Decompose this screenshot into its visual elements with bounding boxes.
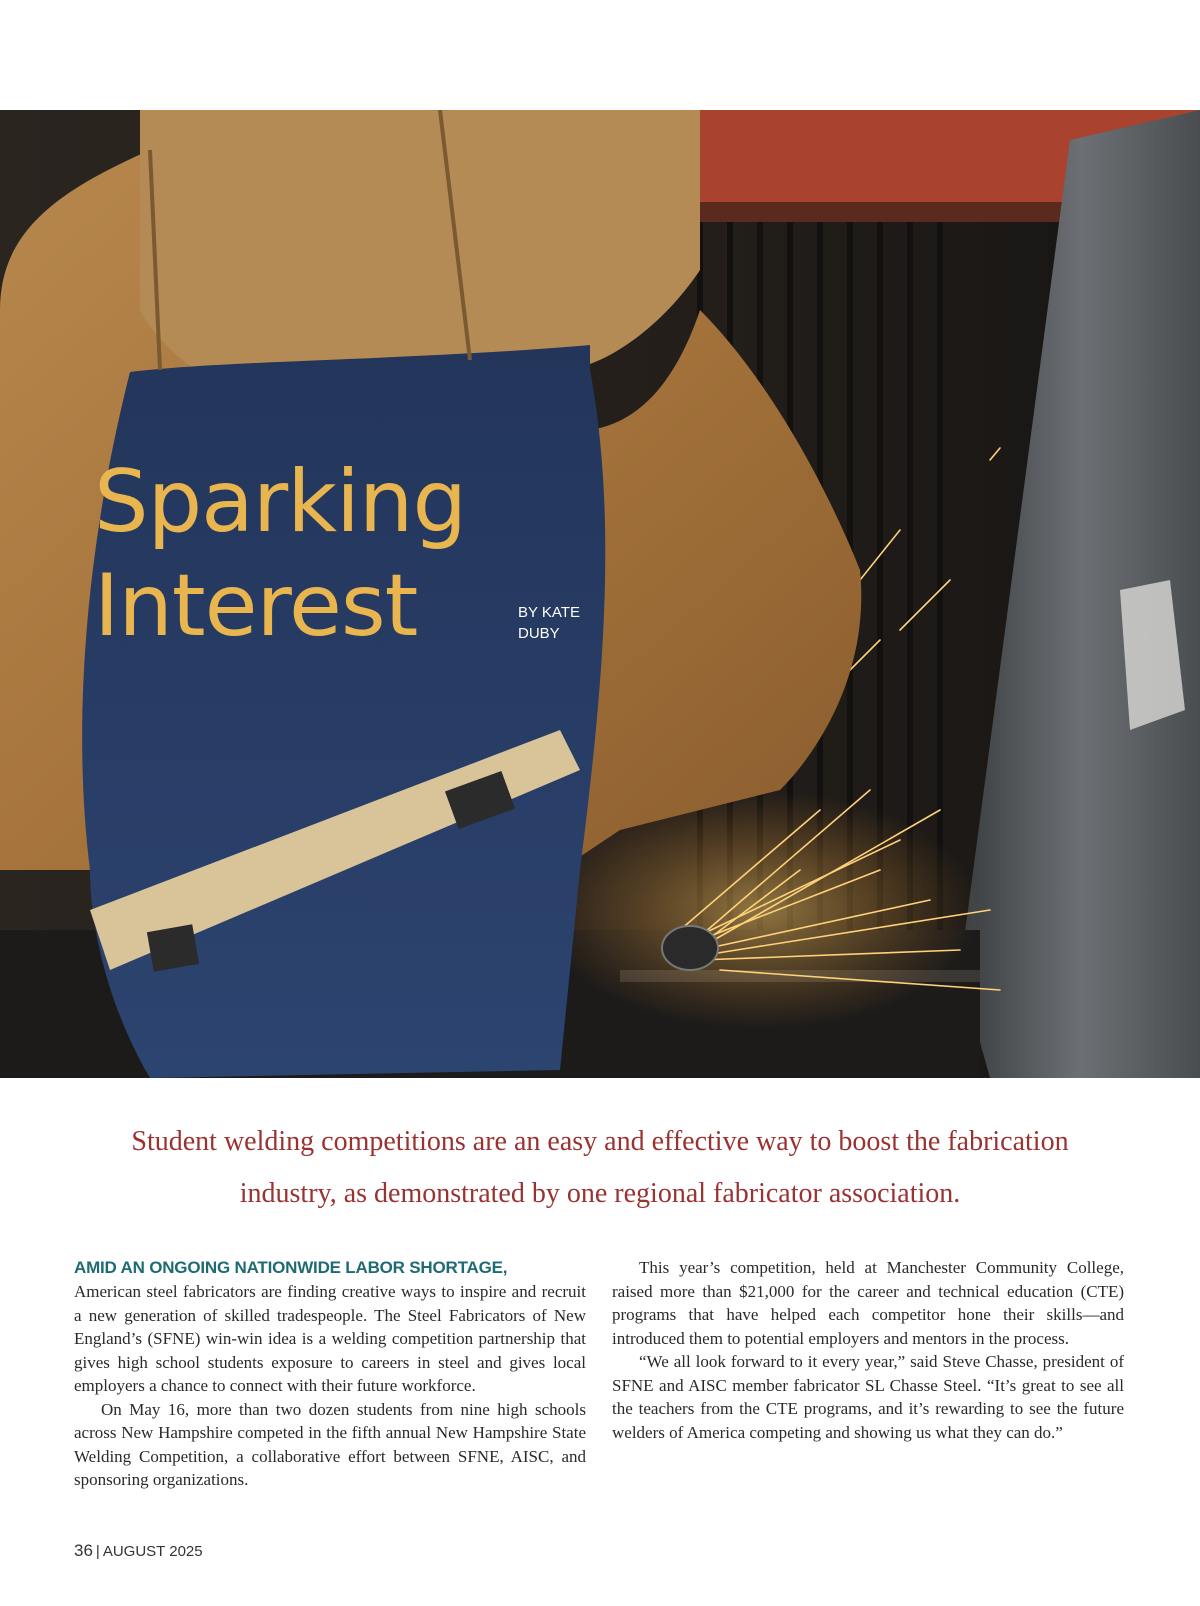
- headline-line-1: Sparking: [94, 452, 467, 552]
- byline-line-2: DUBY: [518, 625, 560, 642]
- page-footer: [74, 1541, 203, 1561]
- footer-separator: |: [95, 1543, 100, 1560]
- body-paragraph-4: “We all look forward to it every year,” said Steve Chasse, president of SFNE and AISC member fabricator SL Chasse Steel. “It’s great to see all the teachers from the CTE programs, and it’s rewarding to see the future welders of America competing and showing us what they can do.”: [612, 1352, 1124, 1442]
- hero-photo: [0, 110, 1200, 1078]
- article-headline: [94, 450, 466, 658]
- byline-line-1: BY KATE: [518, 604, 580, 621]
- page-number: 36: [74, 1541, 93, 1560]
- body-paragraph-1: American steel fabricators are finding creative ways to inspire and recruit a new generation of skilled tradespeople. The Steel Fabricators of New England’s (SFNE) win-win idea is a welding competition partnership that gives high school students exposure to careers in steel and gives local employers a chance to connect with their future workforce.: [74, 1282, 586, 1395]
- article-deck: Student welding competitions are an easy and effective way to boost the fabrication industry, as demonstrated by one regional fabricator association.: [131, 1126, 1069, 1209]
- body-paragraph-2: On May 16, more than two dozen students from nine high schools across New Hampshire competed in the fifth annual New Hampshire State Welding Competition, a collaborative effort between SFNE, AISC, and sponsoring organizations.: [74, 1399, 586, 1489]
- body-column-right: [612, 1256, 1124, 1444]
- article-kicker: AMID AN ONGOING NATIONWIDE LABOR SHORTAGE,: [74, 1258, 508, 1277]
- byline: [518, 602, 608, 644]
- headline-line-2: Interest: [94, 556, 418, 656]
- body-paragraph-3: This year’s competition, held at Manchester Community College, raised more than $21,000 for the career and technical education (CTE) programs that have helped each competitor hone their skills—and introduced them to potential employers and mentors in the process.: [612, 1258, 1124, 1348]
- body-column-left: [74, 1256, 586, 1492]
- issue-date: AUGUST 2025: [102, 1543, 203, 1560]
